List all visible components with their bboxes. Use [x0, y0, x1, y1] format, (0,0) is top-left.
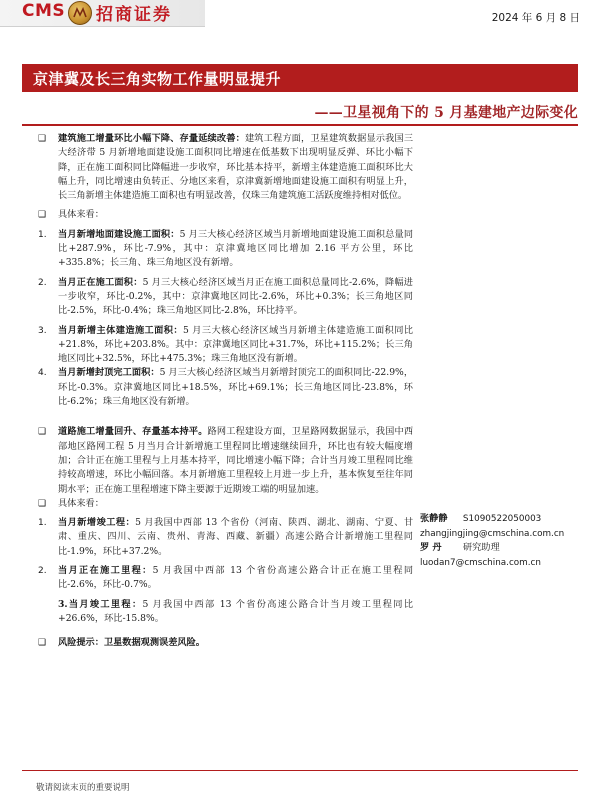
- item-number: 2.: [38, 566, 47, 577]
- logo-seal-icon: [68, 1, 92, 25]
- paragraph: [58, 425, 413, 496]
- report-subtitle: ——卫星视角下的 5 月基建地产边际变化: [314, 105, 578, 121]
- item-body: 5 月我国中西部 13 个省份高速公路合计正在施工里程同比-2.6%，环比-0.7%。: [58, 565, 414, 591]
- item-number: 1.: [38, 518, 47, 529]
- author-title: 研究助理: [462, 542, 500, 554]
- item-body: 5 月三大核心经济区域当月新增主体建造施工面积同比+21.8%，环比+203.8%。其中：京津冀地区同比+31.7%，环比+115.2%；长三角地区同比+32.5%，环比+475.3%；珠三角地区没有新增。: [58, 324, 414, 365]
- item-body: 5 月三大核心经济区域当月正在施工面积总量同比-2.6%，降幅进一步收窄，环比-0.2%，其中：京津冀地区同比-2.6%，环比+0.3%；长三角地区同比-2.5%，环比-0.4%；珠三角地区同比-2.8%，环比持平。: [58, 276, 413, 317]
- item-label: 当月正在施工里程：: [58, 565, 153, 577]
- item-text: [58, 516, 413, 559]
- list-item: [38, 324, 413, 367]
- detail-label-row: [38, 208, 413, 222]
- item-body: 5 月三大核心经济区域当月新增地面建设施工面积总量同比+287.9%，环比-7.9%，其中：京津冀地区同比增加 2.16 平方公里，环比+335.8%；长三角、珠三角地区没有新增。: [58, 228, 414, 269]
- item-label: 当月新增封顶完工面积：: [58, 367, 160, 379]
- bullet-square-icon: ❑: [38, 210, 47, 221]
- item-label: 当月新增主体建造施工面积：: [58, 324, 184, 336]
- author-id: S1090522050003: [462, 514, 542, 524]
- item-text: [58, 228, 413, 271]
- author-name: 张静静: [420, 513, 448, 524]
- report-header: [0, 0, 600, 34]
- section-road: [38, 425, 413, 496]
- item-text: [58, 324, 413, 367]
- item-label: 3.当月竣工里程：: [58, 598, 143, 610]
- detail-label-row: [38, 497, 413, 511]
- item-label: 当月正在施工面积：: [58, 276, 143, 288]
- detail-label: 具体来看：: [58, 497, 104, 509]
- logo-cn: 招商证券: [96, 5, 172, 25]
- author-email: luodan7@cmschina.com.cn: [420, 557, 541, 568]
- logo-text: CMS: [22, 1, 66, 21]
- lead-text: 路网工程建设方面，卫星路网数据显示，我国中西部地区路网工程 5 月当月合计新增施工里程同比增速继续回升，环比也有较大幅度增加；合计正在施工里程与上月基本持平，同比增速小幅下降；合计当月竣工里程同比维持较高增速，环比小幅回落。本月新增施工里程较上月进一步上升，基本恢复至往年同期水平；正在施工里程增速下降主要源于近期竣工端的明显加速。: [58, 426, 414, 495]
- risk-note: [38, 636, 413, 650]
- item-label: 当月新增竣工程：: [58, 517, 136, 529]
- report-body: [38, 132, 413, 651]
- detail-label: 具体来看：: [58, 209, 104, 221]
- item-body: 5 月我国中西部 13 个省份（河南、陕西、湖北、湖南、宁夏、甘肃、重庆、四川、云南、贵州、青海、西藏、新疆）高速公路合计新增施工里程同比-1.9%，环比+37.2%。: [58, 517, 414, 557]
- report-date: 2024 年 6 月 8 日: [491, 12, 580, 24]
- item-text: [58, 276, 413, 319]
- author-email: zhangjingjing@cmschina.com.cn: [420, 528, 565, 539]
- bullet-square-icon: ❑: [38, 498, 47, 509]
- author-2: [420, 541, 585, 556]
- paragraph: [58, 132, 413, 203]
- author-1: [420, 512, 585, 527]
- footer-divider: [22, 770, 578, 771]
- list-item: [38, 228, 413, 271]
- item-number: 3.: [38, 325, 47, 336]
- item-text: [58, 598, 413, 627]
- list-item: [38, 516, 413, 559]
- report-title: 京津冀及长三角实物工作量明显提升: [33, 70, 282, 88]
- risk-label: 风险提示：: [58, 637, 104, 649]
- item-text: [58, 366, 413, 409]
- bullet-square-icon: ❑: [38, 638, 47, 649]
- author-name: 罗 丹: [420, 542, 442, 554]
- lead-text: 建筑工程方面，卫星建筑数据显示我国三大经济带 5 月新增地面建设施工面积同比增速在低基数下出现明显反弹、环比小幅下降，正在施工面积同比降幅进一步收窄，环比基本持平，新增主体建造施工面积环比大幅上升，同比增速由负转正、分地区来看，京津冀新增地面建设施工面积有明显上升，长三角新增主体建造施工面积也有明显改善，仅珠三角建筑施工活跃度维持相对低位。: [58, 133, 414, 202]
- brand-logo: [0, 0, 205, 27]
- list-item: [38, 276, 413, 319]
- item-body: 5 月我国中西部 13 个省份高速公路合计当月竣工里程同比+26.6%，环比-15.8%。: [58, 598, 414, 624]
- item-number: 2.: [38, 277, 47, 288]
- lead-bold: 道路施工增量回升、存量基本持平。: [58, 426, 208, 438]
- lead-bold: 建筑施工增量环比小幅下降、存量延续改善：: [58, 133, 245, 144]
- item-number: 1.: [38, 229, 47, 240]
- item-body: 5 月三大核心经济区域当月新增封顶完工的面积同比-22.9%，环比-0.3%。京津冀地区同比+18.5%，环比+69.1%；长三角地区同比-23.8%，环比-6.2%；珠三角地区没有新增。: [58, 367, 414, 408]
- risk-body: 卫星数据观测误差风险。: [103, 637, 205, 649]
- item-label: 当月新增地面建设施工面积：: [58, 228, 180, 240]
- author-block: [420, 512, 585, 570]
- item-text: [58, 564, 413, 593]
- list-item: [38, 564, 413, 593]
- footer-note: 敬请阅读末页的重要说明: [36, 783, 130, 793]
- list-item: [38, 598, 413, 627]
- bullet-square-icon: ❑: [38, 427, 47, 438]
- section-building: [38, 132, 413, 203]
- list-item: [38, 366, 413, 409]
- item-number: 4.: [38, 368, 47, 379]
- risk-text: [58, 636, 413, 650]
- title-bar: [22, 64, 578, 92]
- title-divider: [22, 124, 578, 126]
- bullet-square-icon: ❑: [38, 134, 47, 144]
